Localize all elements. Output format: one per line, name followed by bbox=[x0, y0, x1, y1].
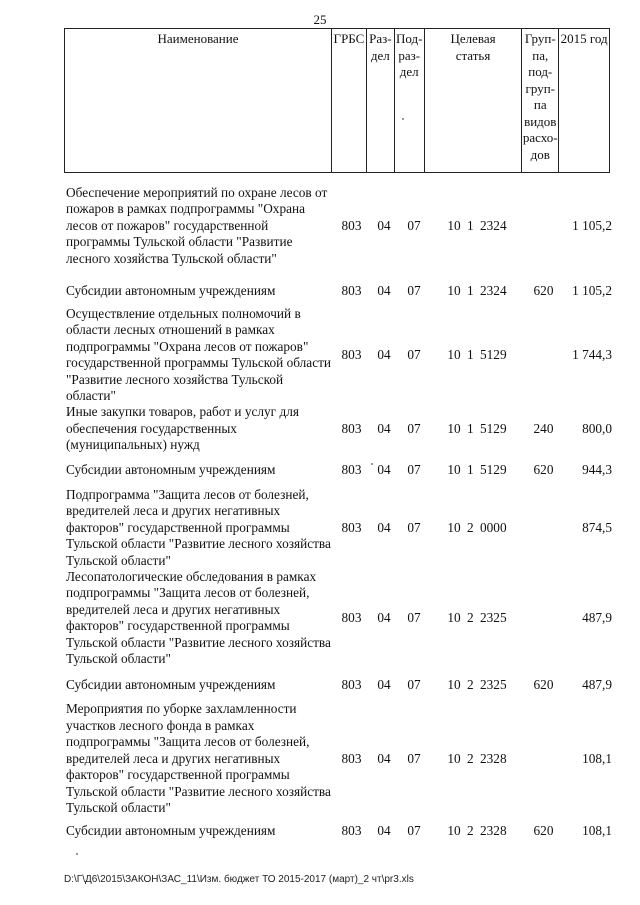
row-amount: 487,9 bbox=[582, 610, 612, 625]
row-podrazdel: 07 bbox=[407, 462, 421, 477]
row-celevaya: 10 2 2328 bbox=[447, 823, 507, 838]
row-podrazdel: 07 bbox=[407, 677, 421, 692]
header-grbs bbox=[332, 29, 367, 172]
row-amount: 944,3 bbox=[582, 462, 612, 477]
row-name: Иные закупки товаров, работ и услуг для обеспечения государственных (муниципальных) нужд bbox=[66, 404, 299, 453]
row-podrazdel: 07 bbox=[407, 520, 421, 535]
row-grbs: 803 bbox=[341, 462, 362, 477]
header-year bbox=[559, 29, 609, 172]
row-razdel: 04 bbox=[377, 347, 391, 362]
header-celevaya bbox=[425, 29, 523, 172]
row-amount: 1 744,3 bbox=[572, 347, 612, 362]
row-razdel: 04 bbox=[377, 462, 391, 477]
scan-speck bbox=[402, 118, 404, 120]
row-grbs: 803 bbox=[341, 610, 362, 625]
row-razdel: 04 bbox=[377, 283, 391, 298]
table-header bbox=[64, 28, 610, 173]
row-amount: 108,1 bbox=[582, 751, 612, 766]
header-podrazdel bbox=[395, 29, 425, 172]
row-celevaya: 10 1 5129 bbox=[447, 462, 507, 477]
row-celevaya: 10 1 2324 bbox=[447, 218, 507, 233]
row-name: Подпрограмма "Защита лесов от болезней, вредителей леса и других негативных факторов" государственной программы Тульской области "Развитие лесного хозяйства Тульской области" bbox=[66, 486, 331, 568]
row-name: Субсидии автономным учреждениям bbox=[66, 822, 276, 838]
row-name: Мероприятия по уборке захламленности участков лесного фонда в рамках подпрограммы "Защита лесов от болезней, вредителей леса и других негативных факторов" государственной программы Тульской области "Развитие лесного хозяйства Тульской области" bbox=[66, 701, 331, 816]
row-gruppa: 620 bbox=[533, 462, 554, 477]
row-celevaya: 10 2 0000 bbox=[447, 520, 507, 535]
row-grbs: 803 bbox=[341, 677, 362, 692]
row-gruppa: 620 bbox=[533, 677, 554, 692]
header-celevaya-label: Целевая статья bbox=[450, 31, 496, 63]
table-row bbox=[66, 461, 612, 479]
row-amount: 1 105,2 bbox=[572, 218, 612, 233]
row-podrazdel: 07 bbox=[407, 751, 421, 766]
row-gruppa: 240 bbox=[533, 421, 554, 436]
row-name: Лесопатологические обследования в рамках подпрограммы "Защита лесов от болезней, вредителей леса и других негативных факторов" государственной программы Тульской области "Развитие лесного хозяйства Тульской области" bbox=[66, 568, 331, 666]
row-celevaya: 10 1 5129 bbox=[447, 421, 507, 436]
table-row bbox=[66, 185, 612, 267]
header-name-label: Наименование bbox=[157, 31, 239, 46]
row-amount: 874,5 bbox=[582, 520, 612, 535]
row-name: Осуществление отдельных полномочий в области лесных отношений в рамках подпрограммы "Охрана лесов от пожаров" государственной программы Тульской области "Развитие лесного хозяйства Тульской области" bbox=[66, 305, 332, 403]
row-podrazdel: 07 bbox=[407, 347, 421, 362]
row-podrazdel: 07 bbox=[407, 610, 421, 625]
row-razdel: 04 bbox=[377, 218, 391, 233]
header-podrazdel-label: Под- раз- дел bbox=[396, 31, 423, 79]
row-grbs: 803 bbox=[341, 751, 362, 766]
table-row bbox=[66, 701, 612, 817]
row-razdel: 04 bbox=[377, 520, 391, 535]
table-row bbox=[66, 676, 612, 694]
row-podrazdel: 07 bbox=[407, 283, 421, 298]
row-razdel: 04 bbox=[377, 610, 391, 625]
row-celevaya: 10 2 2325 bbox=[447, 677, 507, 692]
table-row bbox=[66, 822, 612, 840]
header-year-label: 2015 год bbox=[560, 31, 608, 46]
row-amount: 108,1 bbox=[582, 823, 612, 838]
row-grbs: 803 bbox=[341, 421, 362, 436]
header-gruppa bbox=[522, 29, 559, 172]
table-row bbox=[66, 305, 612, 403]
scan-speck bbox=[371, 463, 373, 465]
row-razdel: 04 bbox=[377, 823, 391, 838]
row-grbs: 803 bbox=[341, 218, 362, 233]
row-celevaya: 10 2 2325 bbox=[447, 610, 507, 625]
row-grbs: 803 bbox=[341, 283, 362, 298]
row-amount: 1 105,2 bbox=[572, 283, 612, 298]
header-gruppa-label: Груп- па, под- груп- па видов расхо- дов bbox=[522, 31, 558, 162]
header-grbs-label: ГРБС bbox=[333, 31, 365, 46]
row-gruppa: 620 bbox=[533, 283, 554, 298]
table-row bbox=[66, 569, 612, 667]
row-celevaya: 10 1 5129 bbox=[447, 347, 507, 362]
table-row bbox=[66, 404, 612, 454]
row-celevaya: 10 1 2324 bbox=[447, 283, 507, 298]
scan-speck bbox=[76, 853, 78, 855]
row-grbs: 803 bbox=[341, 347, 362, 362]
row-amount: 487,9 bbox=[582, 677, 612, 692]
row-grbs: 803 bbox=[341, 520, 362, 535]
row-grbs: 803 bbox=[341, 823, 362, 838]
table-row bbox=[66, 487, 612, 569]
row-amount: 800,0 bbox=[582, 421, 612, 436]
row-podrazdel: 07 bbox=[407, 218, 421, 233]
header-name bbox=[65, 29, 332, 172]
file-path-footer: D:\Г\Д6\2015\ЗАКОН\ЗАС_11\Изм. бюджет ТО 2015-2017 (март)_2 чт\pr3.xls bbox=[64, 874, 414, 885]
row-razdel: 04 bbox=[377, 751, 391, 766]
row-name: Субсидии автономным учреждениям bbox=[66, 676, 276, 692]
row-name: Обеспечение мероприятий по охране лесов от пожаров в рамках подпрограммы "Охрана лесов от пожаров" государственной программы Тульской области "Развитие лесного хозяйства Тульской области" bbox=[66, 184, 328, 266]
row-podrazdel: 07 bbox=[407, 421, 421, 436]
row-podrazdel: 07 bbox=[407, 823, 421, 838]
row-razdel: 04 bbox=[377, 677, 391, 692]
row-gruppa: 620 bbox=[533, 823, 554, 838]
header-razdel-label: Раз- дел bbox=[369, 31, 392, 63]
page-number: 25 bbox=[313, 12, 327, 27]
row-name: Субсидии автономным учреждениям bbox=[66, 282, 276, 298]
header-razdel bbox=[367, 29, 395, 172]
row-name: Субсидии автономным учреждениям bbox=[66, 461, 276, 477]
table-row bbox=[66, 282, 612, 300]
row-razdel: 04 bbox=[377, 421, 391, 436]
row-celevaya: 10 2 2328 bbox=[447, 751, 507, 766]
